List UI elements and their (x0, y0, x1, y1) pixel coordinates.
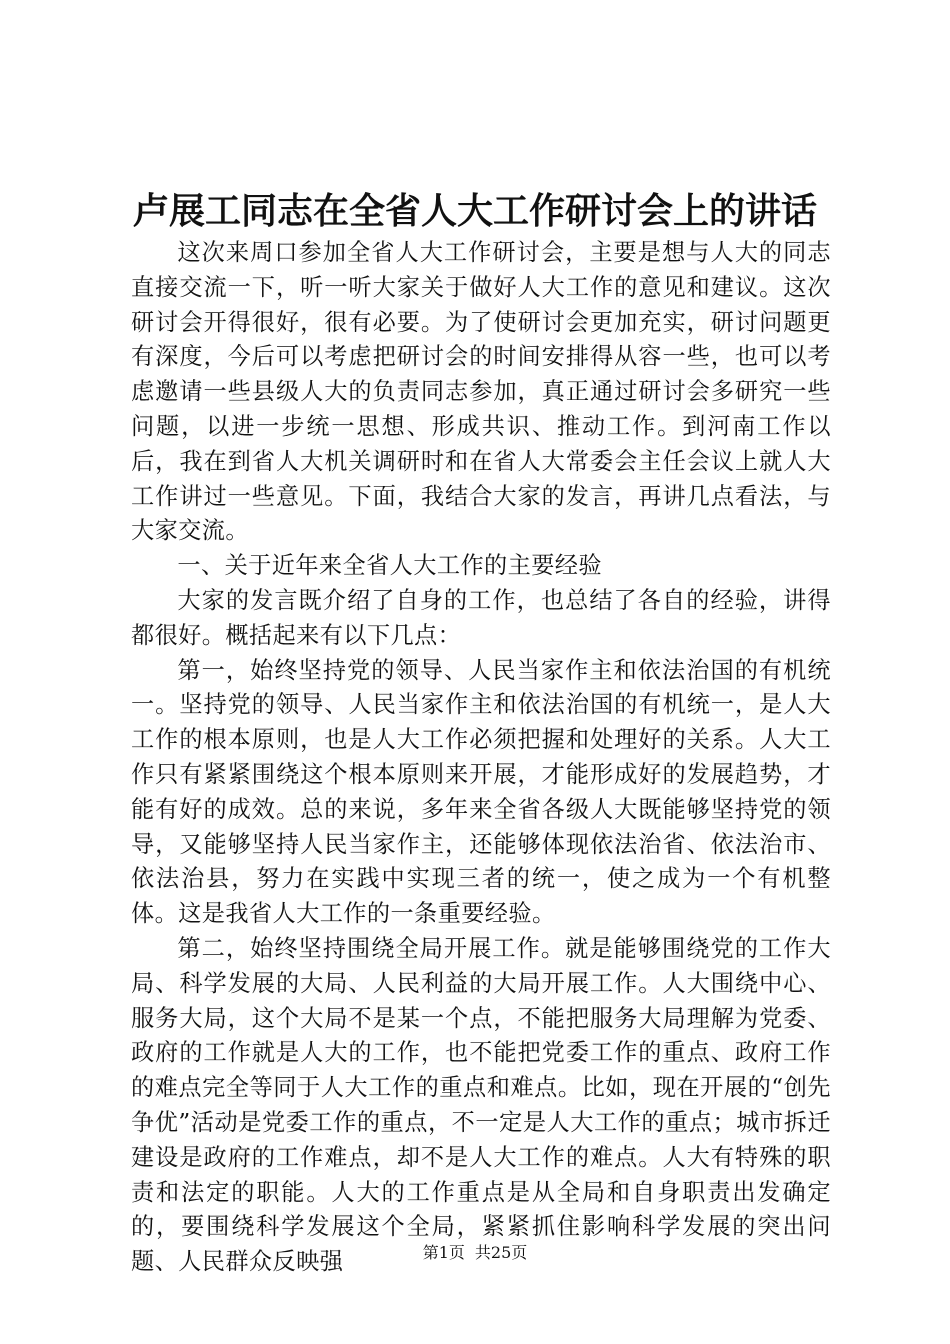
paragraph-summary: 大家的发言既介绍了自身的工作，也总结了各自的经验，讲得都很好。概括起来有以下几点： (131, 586, 831, 649)
paragraph-point-1: 第一，始终坚持党的领导、人民当家作主和依法治国的有机统一。坚持党的领导、人民当家作主和依法治国的有机统一，是人大工作的根本原则，也是人大工作必须把握和处理好的关系。人大工作只有紧紧围绕这个根本原则来开展，才能形成好的发展趋势，才能有好的成效。总的来说，多年来全省各级人大既能够坚持党的领导，又能够坚持人民当家作主，还能够体现依法治省、依法治市、依法治县，努力在实践中实现三者的统一，使之成为一个有机整体。这是我省人大工作的一条重要经验。 (131, 656, 831, 928)
page-number: 第1页 (422, 1243, 465, 1262)
paragraph-intro: 这次来周口参加全省人大工作研讨会，主要是想与人大的同志直接交流一下，听一听大家关于做好人大工作的意见和建议。这次研讨会开得很好，很有必要。为了使研讨会更加充实，研讨问题更有深度，今后可以考虑把研讨会的时间安排得从容一些，也可以考虑邀请一些县级人大的负责同志参加，真正通过研讨会多研究一些问题，以进一步统一思想、形成共识、推动工作。到河南工作以后，我在到省人大机关调研时和在省人大常委会主任会议上就人大工作讲过一些意见。下面，我结合大家的发言，再讲几点看法，与大家交流。 (131, 239, 831, 545)
page-footer (0, 1243, 950, 1263)
paragraph-point-2: 第二，始终坚持围绕全局开展工作。就是能够围绕党的工作大局、科学发展的大局、人民利益的大局开展工作。人大围绕中心、服务大局，这个大局不是某一个点，不能把服务大局理解为党委、政府的工作就是人大的工作，也不能把党委工作的重点、政府工作的难点完全等同于人大工作的重点和难点。比如，现在开展的“创先争优”活动是党委工作的重点，不一定是人大工作的重点；城市拆迁建设是政府的工作难点，却不是人大工作的难点。人大有特殊的职责和法定的职能。人大的工作重点是从全局和自身职责出发确定的，要围绕科学发展这个全局，紧紧抓住影响科学发展的突出问题、人民群众反映强 (131, 934, 831, 1276)
document-body (131, 236, 831, 1280)
page-total: 共25页 (474, 1243, 528, 1262)
section-heading-1: 一、关于近年来全省人大工作的主要经验 (177, 552, 602, 580)
document-title: 卢展工同志在全省人大工作研讨会上的讲话 (132, 190, 817, 232)
